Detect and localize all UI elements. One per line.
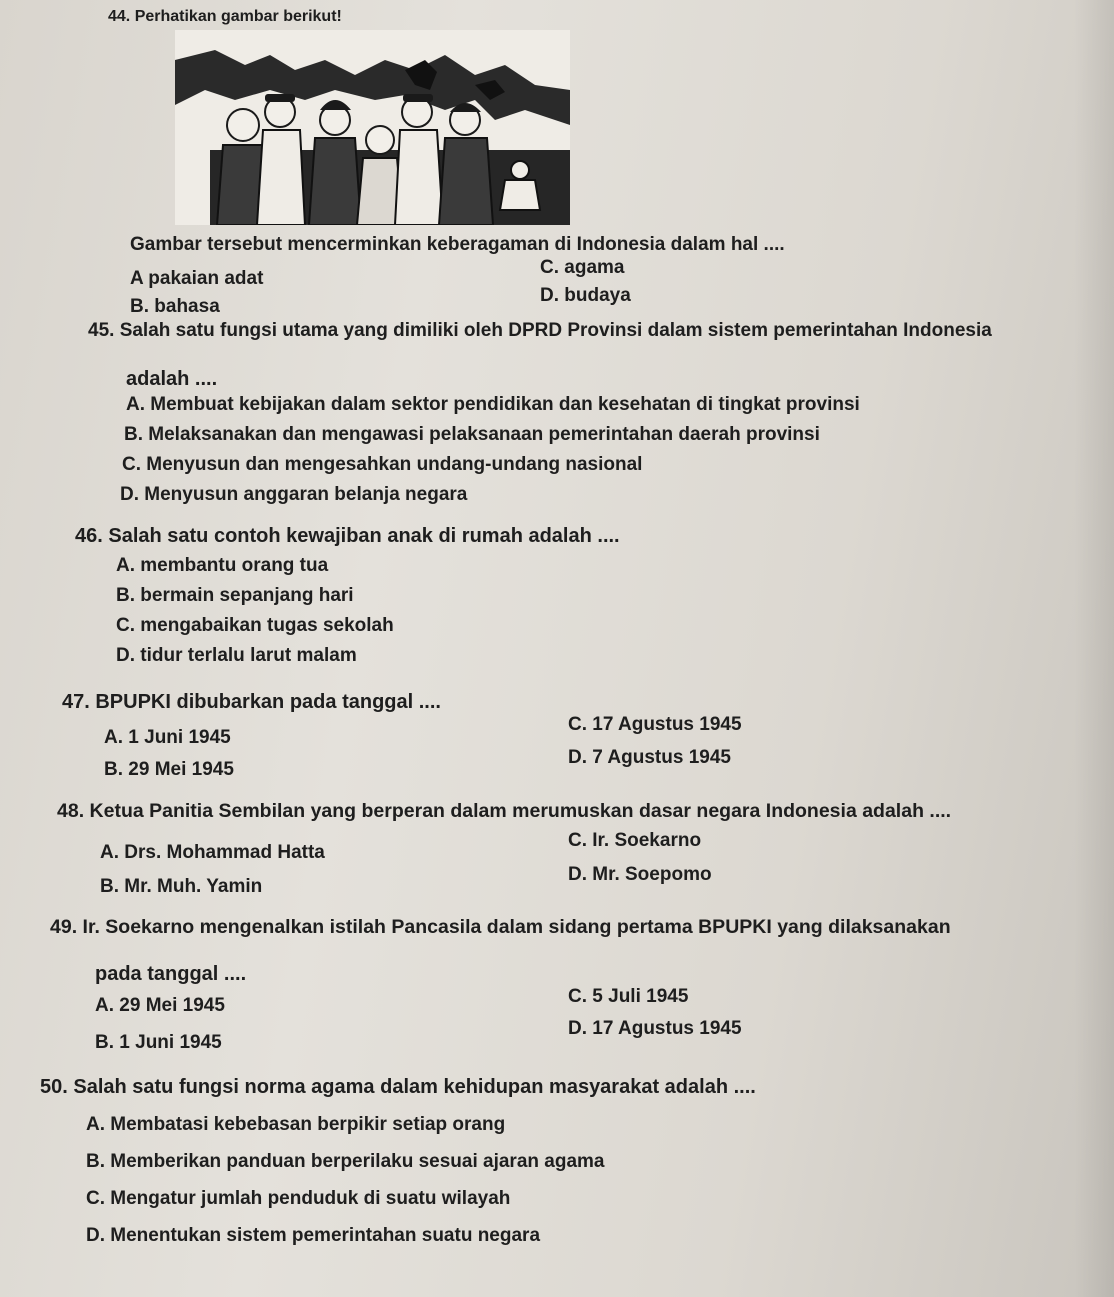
- q49-stem-line1: 49. Ir. Soekarno mengenalkan istilah Pancasila dalam sidang pertama BPUPKI yang dilaksanakan: [50, 916, 951, 938]
- q44-option-b: B. bahasa: [130, 296, 220, 317]
- q46-option-c: C. mengabaikan tugas sekolah: [116, 615, 394, 636]
- q44-stem: Gambar tersebut mencerminkan keberagaman di Indonesia dalam hal ....: [130, 234, 785, 255]
- q49-stem-line2: pada tanggal ....: [95, 963, 247, 985]
- q48-option-c: C. Ir. Soekarno: [568, 830, 702, 851]
- q45-option-d: D. Menyusun anggaran belanja negara: [120, 484, 468, 505]
- q44-option-a: A pakaian adat: [130, 268, 264, 289]
- q50-option-a: A. Membatasi kebebasan berpikir setiap orang: [86, 1114, 506, 1135]
- q48-option-b: B. Mr. Muh. Yamin: [100, 876, 263, 897]
- q49-option-b: B. 1 Juni 1945: [95, 1032, 222, 1053]
- q47-option-a: A. 1 Juni 1945: [104, 727, 231, 748]
- q44-option-d: D. budaya: [540, 285, 631, 306]
- q47-option-d: D. 7 Agustus 1945: [568, 747, 731, 768]
- q50-option-c: C. Mengatur jumlah penduduk di suatu wilayah: [86, 1188, 511, 1209]
- q44-prompt: 44. Perhatikan gambar berikut!: [108, 8, 342, 25]
- page-edge-shadow: [1074, 0, 1114, 1297]
- q45-stem-line1: 45. Salah satu fungsi utama yang dimiliki oleh DPRD Provinsi dalam sistem pemerintahan Indonesia: [88, 320, 992, 341]
- q50-stem: 50. Salah satu fungsi norma agama dalam kehidupan masyarakat adalah ....: [40, 1076, 756, 1098]
- q45-stem-line2: adalah ....: [126, 368, 218, 390]
- q45-option-c: C. Menyusun dan mengesahkan undang-undang nasional: [122, 454, 643, 475]
- q48-option-d: D. Mr. Soepomo: [568, 864, 712, 885]
- q49-option-a: A. 29 Mei 1945: [95, 995, 225, 1016]
- q50-option-d: D. Menentukan sistem pemerintahan suatu negara: [86, 1225, 541, 1246]
- q46-option-b: B. bermain sepanjang hari: [116, 585, 354, 606]
- q47-option-c: C. 17 Agustus 1945: [568, 714, 742, 735]
- q44-option-c: C. agama: [540, 257, 625, 278]
- people-map-illustration-icon: [175, 30, 570, 225]
- q46-stem: 46. Salah satu contoh kewajiban anak di rumah adalah ....: [75, 525, 620, 547]
- q49-option-c: C. 5 Juli 1945: [568, 986, 689, 1007]
- q45-option-b: B. Melaksanakan dan mengawasi pelaksanaan pemerintahan daerah provinsi: [124, 424, 820, 445]
- q46-option-a: A. membantu orang tua: [116, 555, 329, 576]
- diversity-illustration: [175, 30, 570, 225]
- q49-option-d: D. 17 Agustus 1945: [568, 1018, 742, 1039]
- q47-stem: 47. BPUPKI dibubarkan pada tanggal ....: [62, 691, 441, 713]
- q47-option-b: B. 29 Mei 1945: [104, 759, 234, 780]
- q48-option-a: A. Drs. Mohammad Hatta: [100, 842, 325, 863]
- q45-option-a: A. Membuat kebijakan dalam sektor pendidikan dan kesehatan di tingkat provinsi: [126, 394, 860, 415]
- q46-option-d: D. tidur terlalu larut malam: [116, 645, 357, 666]
- q50-option-b: B. Memberikan panduan berperilaku sesuai ajaran agama: [86, 1151, 605, 1172]
- q48-stem: 48. Ketua Panitia Sembilan yang berperan dalam merumuskan dasar negara Indonesia adalah ....: [57, 800, 952, 822]
